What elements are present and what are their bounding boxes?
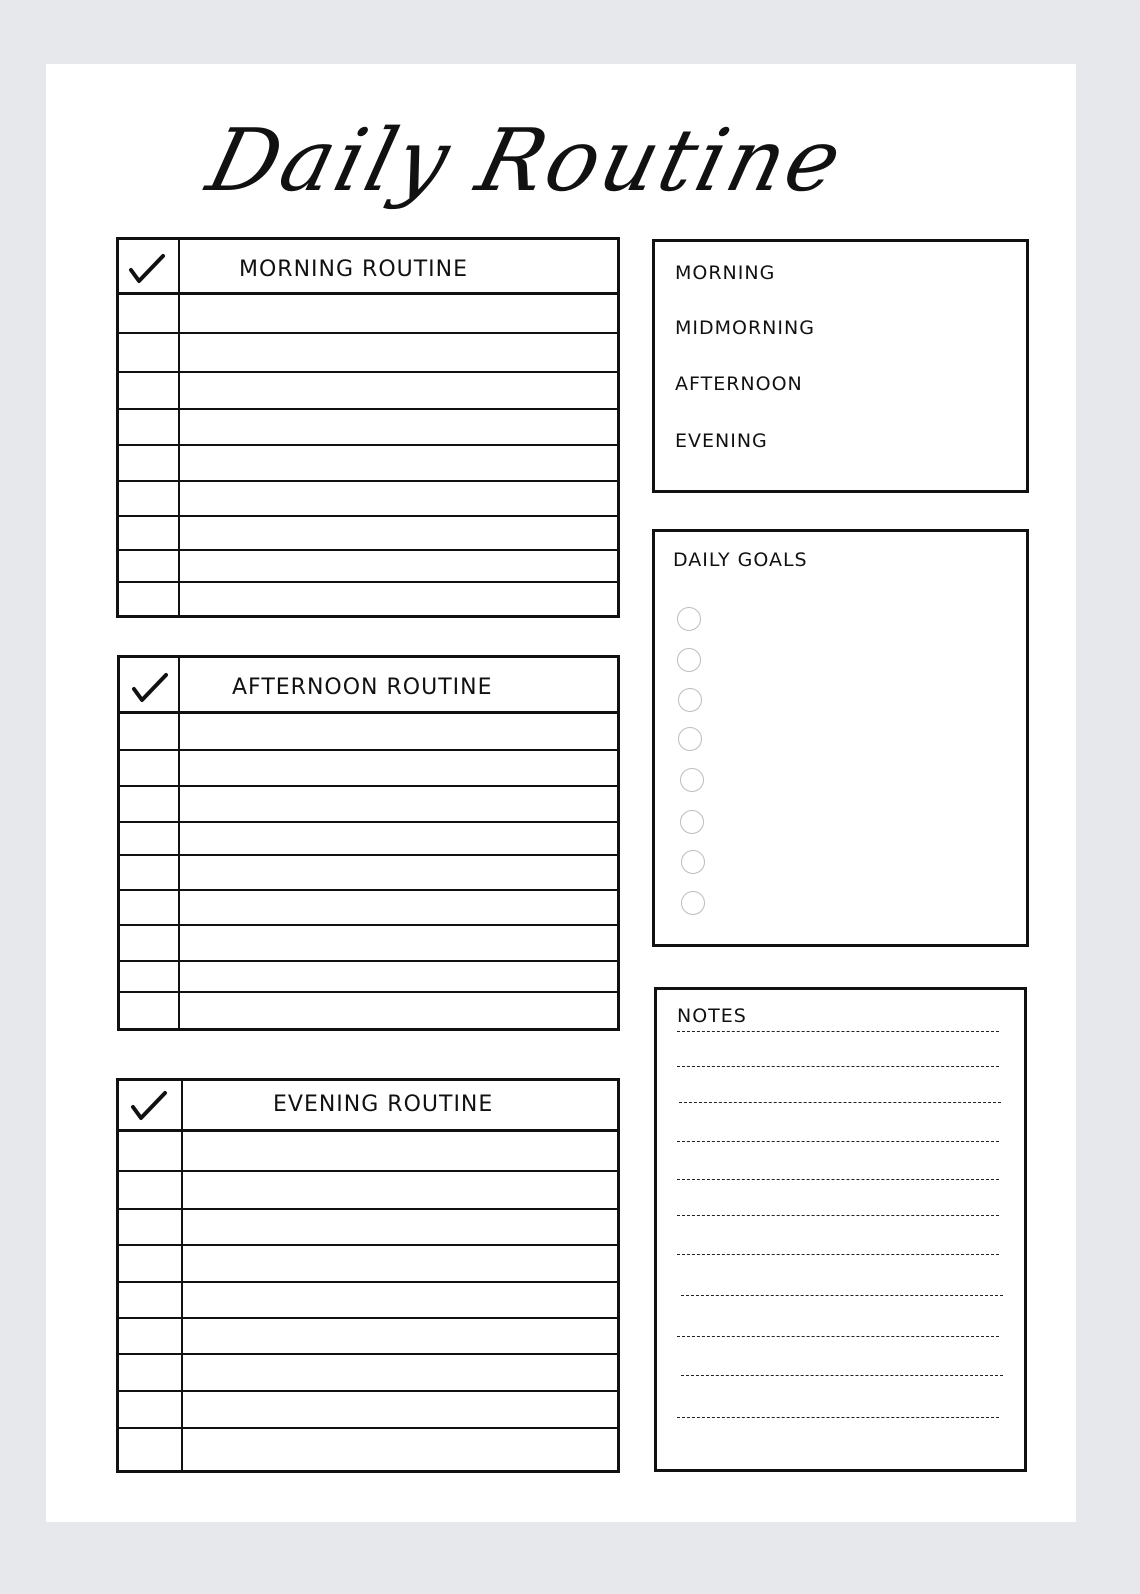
note-line: [677, 1336, 999, 1337]
note-line: [677, 1031, 999, 1032]
check-icon: [128, 252, 166, 286]
circle-icon: [680, 810, 704, 834]
note-line: [677, 1141, 999, 1142]
check-icon: [130, 1089, 168, 1123]
circle-icon: [681, 891, 705, 915]
note-line: [681, 1375, 1003, 1376]
schedule-box: [652, 239, 1029, 493]
circle-icon: [677, 648, 701, 672]
morning-routine-table: [116, 237, 620, 618]
note-line: [677, 1417, 999, 1418]
note-line: [681, 1295, 1003, 1296]
schedule-item: MORNING: [675, 262, 776, 284]
schedule-item: MIDMORNING: [675, 317, 815, 339]
routine-title: EVENING ROUTINE: [273, 1092, 494, 1117]
schedule-item: EVENING: [675, 430, 768, 452]
circle-icon: [678, 727, 702, 751]
evening-routine-table: [116, 1078, 620, 1473]
circle-icon: [681, 850, 705, 874]
note-line: [677, 1066, 999, 1067]
note-line: [677, 1254, 999, 1255]
note-line: [679, 1102, 1001, 1103]
check-icon: [131, 671, 169, 705]
notes-box: [654, 987, 1027, 1472]
circle-icon: [677, 607, 701, 631]
goals-title: DAILY GOALS: [673, 549, 808, 571]
note-line: [677, 1215, 999, 1216]
note-line: [677, 1179, 999, 1180]
schedule-item: AFTERNOON: [675, 373, 803, 395]
afternoon-routine-table: [117, 655, 620, 1031]
page-title: Daily Routine: [198, 111, 854, 211]
routine-title: MORNING ROUTINE: [239, 257, 469, 282]
daily-goals-box: [652, 529, 1029, 947]
routine-title: AFTERNOON ROUTINE: [232, 675, 493, 700]
notes-title: NOTES: [677, 1005, 747, 1027]
circle-icon: [680, 768, 704, 792]
circle-icon: [678, 688, 702, 712]
